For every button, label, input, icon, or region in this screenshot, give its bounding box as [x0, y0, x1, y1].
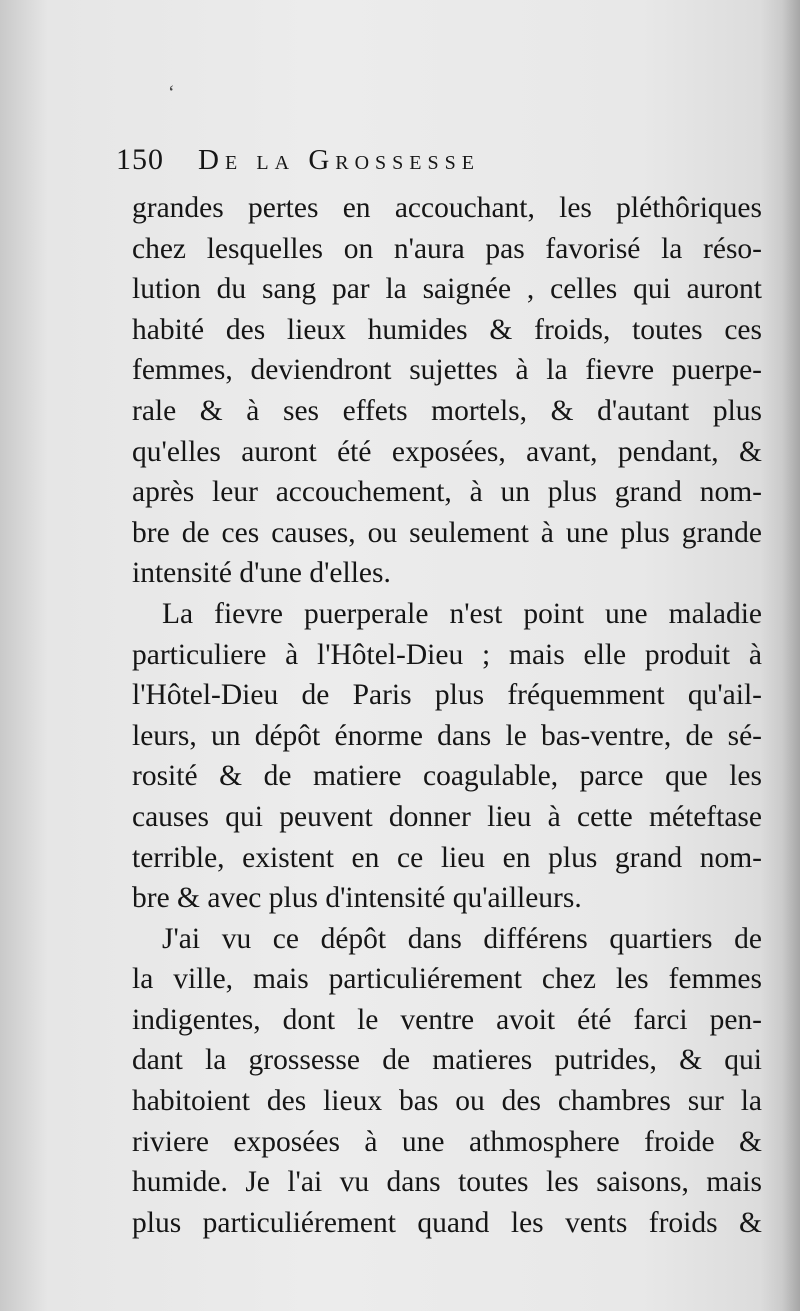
text-line: grandes pertes en accouchant, les pléthôriques [132, 192, 762, 224]
paragraph-2 [132, 594, 762, 919]
text-line: La fievre puerperale n'est point une maladie [162, 597, 762, 630]
text-line: lution du sang par la saignée , celles qui auront [132, 273, 762, 306]
paragraph-1 [132, 188, 762, 594]
text-line: après leur accouchement, à un plus grand nom- [132, 476, 762, 509]
text-line: habité des lieux humides & froids, toutes ces [132, 313, 762, 346]
text-line: bre de ces causes, ou seulement à une plus grande [132, 516, 762, 549]
text-line: riviere exposées à une athmosphere froide & [132, 1125, 762, 1158]
page-number: 150 [116, 143, 164, 176]
text-line: humide. Je l'ai vu dans toutes les saisons, mais [132, 1166, 762, 1199]
text-line: rale & à ses effets mortels, & d'autant plus [132, 394, 762, 427]
text-line: l'Hôtel-Dieu de Paris plus fréquemment qu'ail- [132, 679, 762, 712]
text-line: terrible, existent en ce lieu en plus grand nom- [132, 841, 762, 874]
text-line: plus particuliérement quand les vents froids & [132, 1206, 762, 1239]
text-line: la ville, mais particuliérement chez les femmes [132, 963, 762, 996]
body-text [132, 188, 762, 1243]
text-line: indigentes, dont le ventre avoit été farci pen- [132, 1003, 762, 1036]
text-line: femmes, deviendront sujettes à la fievre puerpe- [132, 354, 762, 387]
ink-speck: ‘ [168, 82, 175, 104]
text-line: bre & avec plus d'intensité qu'ailleurs. [132, 882, 582, 915]
text-line: habitoient des lieux bas ou des chambres sur la [132, 1085, 762, 1118]
text-line: leurs, un dépôt énorme dans le bas-ventre, de sé- [132, 719, 762, 752]
page-header [116, 143, 676, 183]
text-line: dant la grossesse de matieres putrides, & qui [132, 1044, 762, 1077]
text-line: chez lesquelles on n'aura pas favorisé la réso- [132, 232, 762, 265]
running-title: De la Grossesse [198, 144, 480, 176]
paragraph-3 [132, 919, 762, 1244]
text-line: particuliere à l'Hôtel-Dieu ; mais elle produit à [132, 638, 762, 671]
text-line: J'ai vu ce dépôt dans différens quartiers de [162, 922, 762, 955]
text-line: intensité d'une d'elles. [132, 557, 391, 590]
text-line: qu'elles auront été exposées, avant, pendant, & [132, 435, 762, 468]
text-line: causes qui peuvent donner lieu à cette méteftase [132, 800, 762, 833]
text-line: rosité & de matiere coagulable, parce que les [132, 760, 762, 793]
